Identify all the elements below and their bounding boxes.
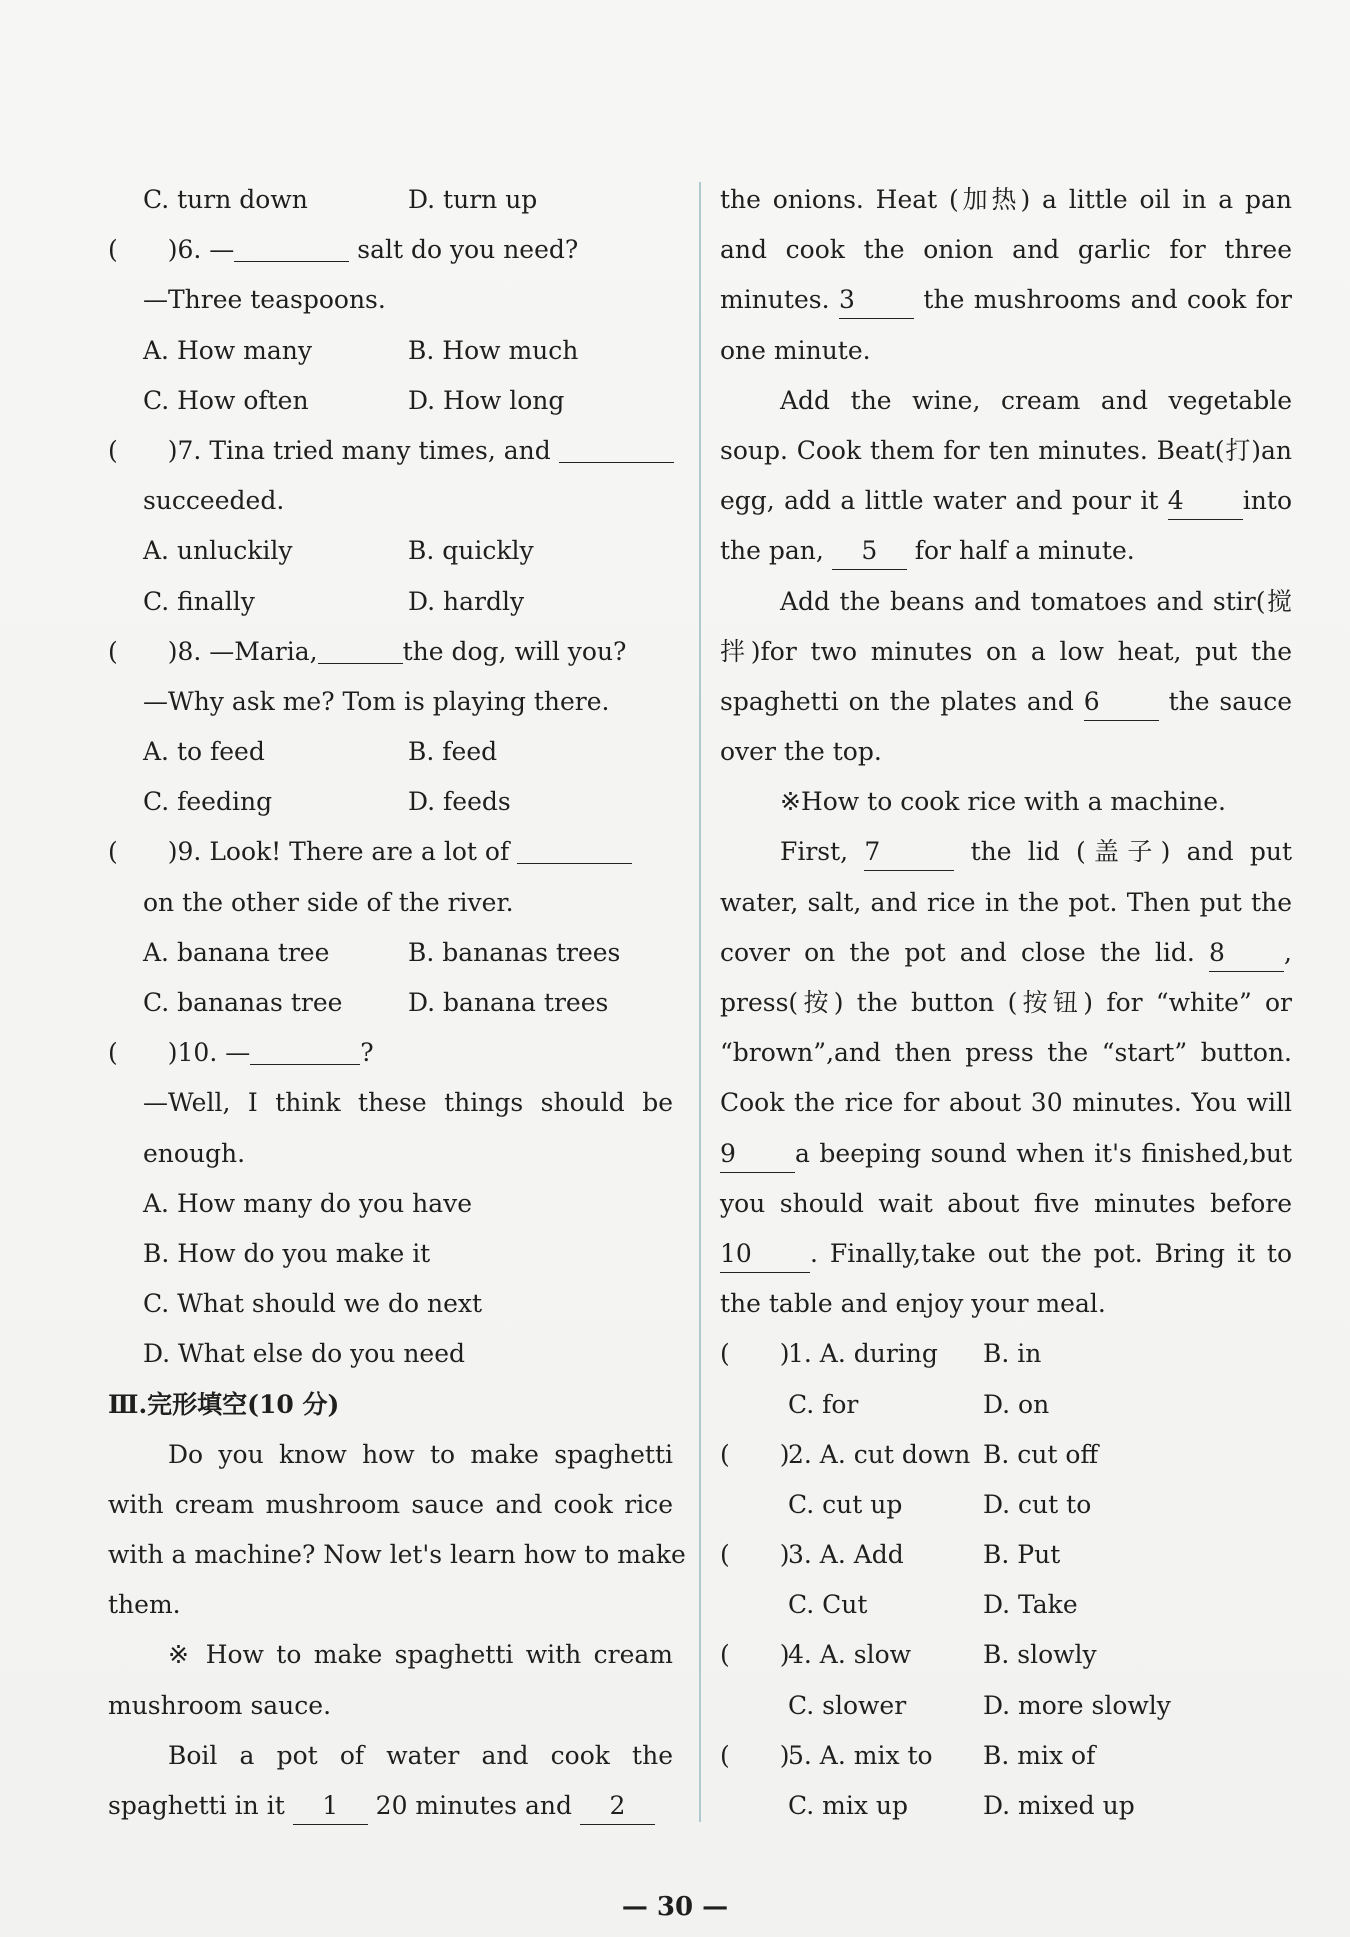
passage-text: the sauce bbox=[1158, 686, 1292, 716]
question-line bbox=[108, 426, 673, 476]
question-number: ( )10. — bbox=[108, 1038, 251, 1068]
text-line: them. bbox=[108, 1590, 181, 1620]
question-line bbox=[108, 225, 673, 275]
answer-parens: ( ) bbox=[720, 1339, 790, 1369]
option-a: C. mix up bbox=[788, 1791, 908, 1820]
text-line: with cream mushroom sauce and cook rice bbox=[108, 1489, 673, 1519]
text-line: Add the beans and tomatoes and stir(搅 bbox=[780, 586, 1292, 616]
answer-parens bbox=[720, 1380, 788, 1430]
right-column bbox=[720, 175, 1292, 1831]
text-line: —Well, I think these things should be bbox=[143, 1088, 673, 1118]
answer-parens bbox=[720, 1580, 788, 1630]
text-line: D. What else do you need bbox=[143, 1339, 466, 1369]
text-line: Do you know how to make spaghetti bbox=[168, 1439, 673, 1469]
options-row bbox=[108, 376, 673, 426]
option-a: A. to feed bbox=[143, 737, 265, 767]
options-row bbox=[108, 577, 673, 627]
options-row bbox=[108, 175, 673, 225]
question-text: Tina tried many times, and bbox=[201, 435, 559, 465]
answer-parens: ( ) bbox=[720, 1640, 790, 1670]
numbered-blank[interactable]: 10 bbox=[720, 1236, 810, 1273]
option-a: A. unluckily bbox=[143, 536, 293, 566]
options-row bbox=[108, 727, 673, 777]
option-b: D. feeds bbox=[408, 787, 511, 817]
answer-parens bbox=[720, 1681, 788, 1731]
answer-blank[interactable] bbox=[559, 432, 674, 463]
option-b: D. hardly bbox=[408, 586, 525, 616]
passage-line bbox=[720, 1229, 1292, 1279]
left-column bbox=[108, 175, 686, 1831]
option-a: 1. A. during bbox=[788, 1339, 938, 1369]
cloze-option-row bbox=[720, 1630, 1292, 1680]
numbered-blank[interactable]: 5 bbox=[832, 533, 907, 570]
text-line: soup. Cook them for ten minutes. Beat(打)an bbox=[720, 435, 1292, 465]
answer-parens: ( ) bbox=[720, 1439, 790, 1469]
options-row bbox=[108, 777, 673, 827]
options-row bbox=[108, 326, 673, 376]
passage-text: egg, add a little water and pour it bbox=[720, 486, 1168, 516]
options-row bbox=[108, 928, 673, 978]
text-line: ※How to cook rice with a machine. bbox=[780, 787, 1226, 817]
text-line: the onions. Heat (加热) a little oil in a pan bbox=[720, 185, 1292, 214]
text-line: one minute. bbox=[720, 335, 871, 365]
passage-line bbox=[720, 827, 1292, 877]
option-a: C. turn down bbox=[143, 185, 308, 214]
option-b: D. mixed up bbox=[983, 1791, 1135, 1820]
cloze-option-row bbox=[720, 1480, 1292, 1530]
numbered-blank[interactable]: 9 bbox=[720, 1136, 795, 1173]
answer-parens bbox=[720, 1781, 788, 1831]
option-b: D. cut to bbox=[983, 1489, 1092, 1519]
option-a: 5. A. mix to bbox=[788, 1740, 933, 1770]
cloze-option-row bbox=[720, 1781, 1292, 1831]
question-text: Look! There are a lot of bbox=[201, 837, 518, 867]
numbered-blank[interactable]: 1 bbox=[293, 1788, 368, 1825]
cloze-option-row bbox=[720, 1430, 1292, 1480]
question-text: ? bbox=[360, 1038, 374, 1068]
question-text: salt do you need? bbox=[349, 235, 579, 265]
passage-text: cover on the pot and close the lid. bbox=[720, 937, 1210, 967]
text-line: press(按) the button (按钮) for “white” or bbox=[720, 988, 1292, 1017]
section-heading: Ⅲ.完形填空(10 分) bbox=[108, 1389, 340, 1419]
option-b: D. on bbox=[983, 1389, 1050, 1419]
passage-text: , bbox=[1284, 937, 1292, 967]
text-line: —Three teaspoons. bbox=[143, 285, 386, 315]
option-b: B. feed bbox=[408, 737, 498, 767]
option-a: A. How many bbox=[143, 335, 312, 365]
numbered-blank[interactable]: 3 bbox=[839, 282, 914, 319]
passage-text: the pan, bbox=[720, 536, 832, 566]
passage-line bbox=[720, 677, 1292, 727]
passage-text: First, bbox=[780, 837, 865, 867]
passage-text: into bbox=[1242, 486, 1292, 516]
question-line bbox=[108, 627, 673, 677]
option-a: C. feeding bbox=[143, 787, 273, 817]
text-line: mushroom sauce. bbox=[108, 1690, 332, 1720]
text-line: over the top. bbox=[720, 737, 882, 767]
option-a: C. How often bbox=[143, 385, 309, 415]
passage-text: spaghetti in it bbox=[108, 1791, 293, 1820]
page-number: — 30 — bbox=[621, 1892, 729, 1922]
numbered-blank[interactable]: 7 bbox=[864, 834, 954, 871]
option-a: C. Cut bbox=[788, 1590, 868, 1620]
numbered-blank[interactable]: 6 bbox=[1084, 684, 1159, 721]
option-b: B. mix of bbox=[983, 1740, 1096, 1770]
option-a: A. banana tree bbox=[143, 937, 330, 967]
passage-line bbox=[720, 476, 1292, 526]
cloze-option-row bbox=[720, 1681, 1292, 1731]
question-number: ( )6. — bbox=[108, 235, 235, 265]
answer-blank[interactable] bbox=[250, 1034, 360, 1065]
answer-parens bbox=[720, 1480, 788, 1530]
options-row bbox=[108, 978, 673, 1028]
option-a: 2. A. cut down bbox=[788, 1439, 971, 1469]
option-a: 4. A. slow bbox=[788, 1640, 912, 1670]
option-a: C. cut up bbox=[788, 1489, 903, 1519]
passage-text: a beeping sound when it's finished,but bbox=[795, 1138, 1292, 1168]
option-b: B. in bbox=[983, 1339, 1042, 1369]
passage-line bbox=[720, 275, 1292, 325]
cloze-option-row bbox=[720, 1329, 1292, 1379]
passage-text: spaghetti on the plates and bbox=[720, 686, 1084, 716]
text-line: —Why ask me? Tom is playing there. bbox=[143, 686, 610, 716]
cloze-option-row bbox=[720, 1380, 1292, 1430]
option-a: 3. A. Add bbox=[788, 1540, 904, 1570]
option-b: D. Take bbox=[983, 1590, 1078, 1620]
text-line: “brown”,and then press the “start” button. bbox=[720, 1038, 1292, 1068]
text-line: water, salt, and rice in the pot. Then put the bbox=[720, 887, 1292, 917]
option-b: B. cut off bbox=[983, 1439, 1099, 1469]
answer-parens: ( ) bbox=[720, 1540, 790, 1570]
option-a: C. slower bbox=[788, 1690, 907, 1720]
option-b: D. How long bbox=[408, 385, 565, 415]
option-a: C. finally bbox=[143, 586, 255, 616]
text-line: enough. bbox=[143, 1138, 246, 1168]
numbered-blank[interactable]: 2 bbox=[580, 1788, 655, 1825]
passage-line bbox=[108, 1781, 673, 1831]
option-b: D. banana trees bbox=[408, 988, 609, 1017]
text-line: the table and enjoy your meal. bbox=[720, 1289, 1106, 1319]
question-line bbox=[108, 1028, 673, 1078]
answer-blank[interactable] bbox=[517, 833, 632, 864]
question-text: the dog, will you? bbox=[402, 636, 627, 666]
question-number: ( )7. bbox=[108, 435, 202, 465]
passage-text: the lid (盖子) and put bbox=[954, 837, 1293, 867]
text-line: Boil a pot of water and cook the bbox=[168, 1740, 673, 1770]
options-row bbox=[108, 526, 673, 576]
passage-text: for half a minute. bbox=[906, 536, 1135, 566]
option-a: C. for bbox=[788, 1389, 859, 1419]
option-b: B. slowly bbox=[983, 1640, 1097, 1670]
cloze-option-row bbox=[720, 1530, 1292, 1580]
text-line: and cook the onion and garlic for three bbox=[720, 235, 1292, 265]
cloze-option-row bbox=[720, 1731, 1292, 1781]
option-b: B. quickly bbox=[408, 536, 534, 566]
answer-blank[interactable] bbox=[234, 231, 349, 262]
option-b: B. Put bbox=[983, 1540, 1061, 1570]
text-line: Cook the rice for about 30 minutes. You will bbox=[720, 1088, 1292, 1118]
column-divider bbox=[699, 182, 701, 1822]
option-b: D. more slowly bbox=[983, 1690, 1171, 1720]
text-line: A. How many do you have bbox=[143, 1188, 473, 1218]
passage-text: minutes. bbox=[720, 285, 839, 315]
text-line: with a machine? Now let's learn how to make bbox=[108, 1540, 686, 1570]
passage-text: 20 minutes and bbox=[367, 1791, 580, 1820]
numbered-blank[interactable]: 8 bbox=[1209, 935, 1284, 972]
text-line: you should wait about five minutes before bbox=[720, 1188, 1292, 1218]
option-b: B. bananas trees bbox=[408, 937, 621, 967]
question-number: ( )9. bbox=[108, 837, 202, 867]
passage-text: the mushrooms and cook for bbox=[913, 285, 1292, 315]
passage-line bbox=[720, 526, 1292, 576]
option-a: C. bananas tree bbox=[143, 988, 343, 1017]
option-b: B. How much bbox=[408, 335, 579, 365]
question-line bbox=[108, 827, 673, 877]
answer-blank[interactable] bbox=[318, 633, 403, 664]
passage-text: . Finally,take out the pot. Bring it to bbox=[810, 1238, 1292, 1268]
text-line: C. What should we do next bbox=[143, 1289, 483, 1319]
text-line: succeeded. bbox=[143, 486, 285, 516]
numbered-blank[interactable]: 4 bbox=[1168, 483, 1243, 520]
option-b: D. turn up bbox=[408, 185, 538, 214]
question-number: ( )8. —Maria, bbox=[108, 636, 318, 666]
text-line: 拌)for two minutes on a low heat, put the bbox=[720, 636, 1292, 666]
text-line: Add the wine, cream and vegetable bbox=[780, 385, 1292, 415]
text-line: B. How do you make it bbox=[143, 1238, 431, 1268]
passage-line bbox=[720, 928, 1292, 978]
cloze-option-row bbox=[720, 1580, 1292, 1630]
text-line: ※ How to make spaghetti with cream bbox=[168, 1640, 673, 1670]
answer-parens: ( ) bbox=[720, 1740, 790, 1770]
passage-line bbox=[720, 1129, 1292, 1179]
text-line: on the other side of the river. bbox=[143, 887, 514, 917]
